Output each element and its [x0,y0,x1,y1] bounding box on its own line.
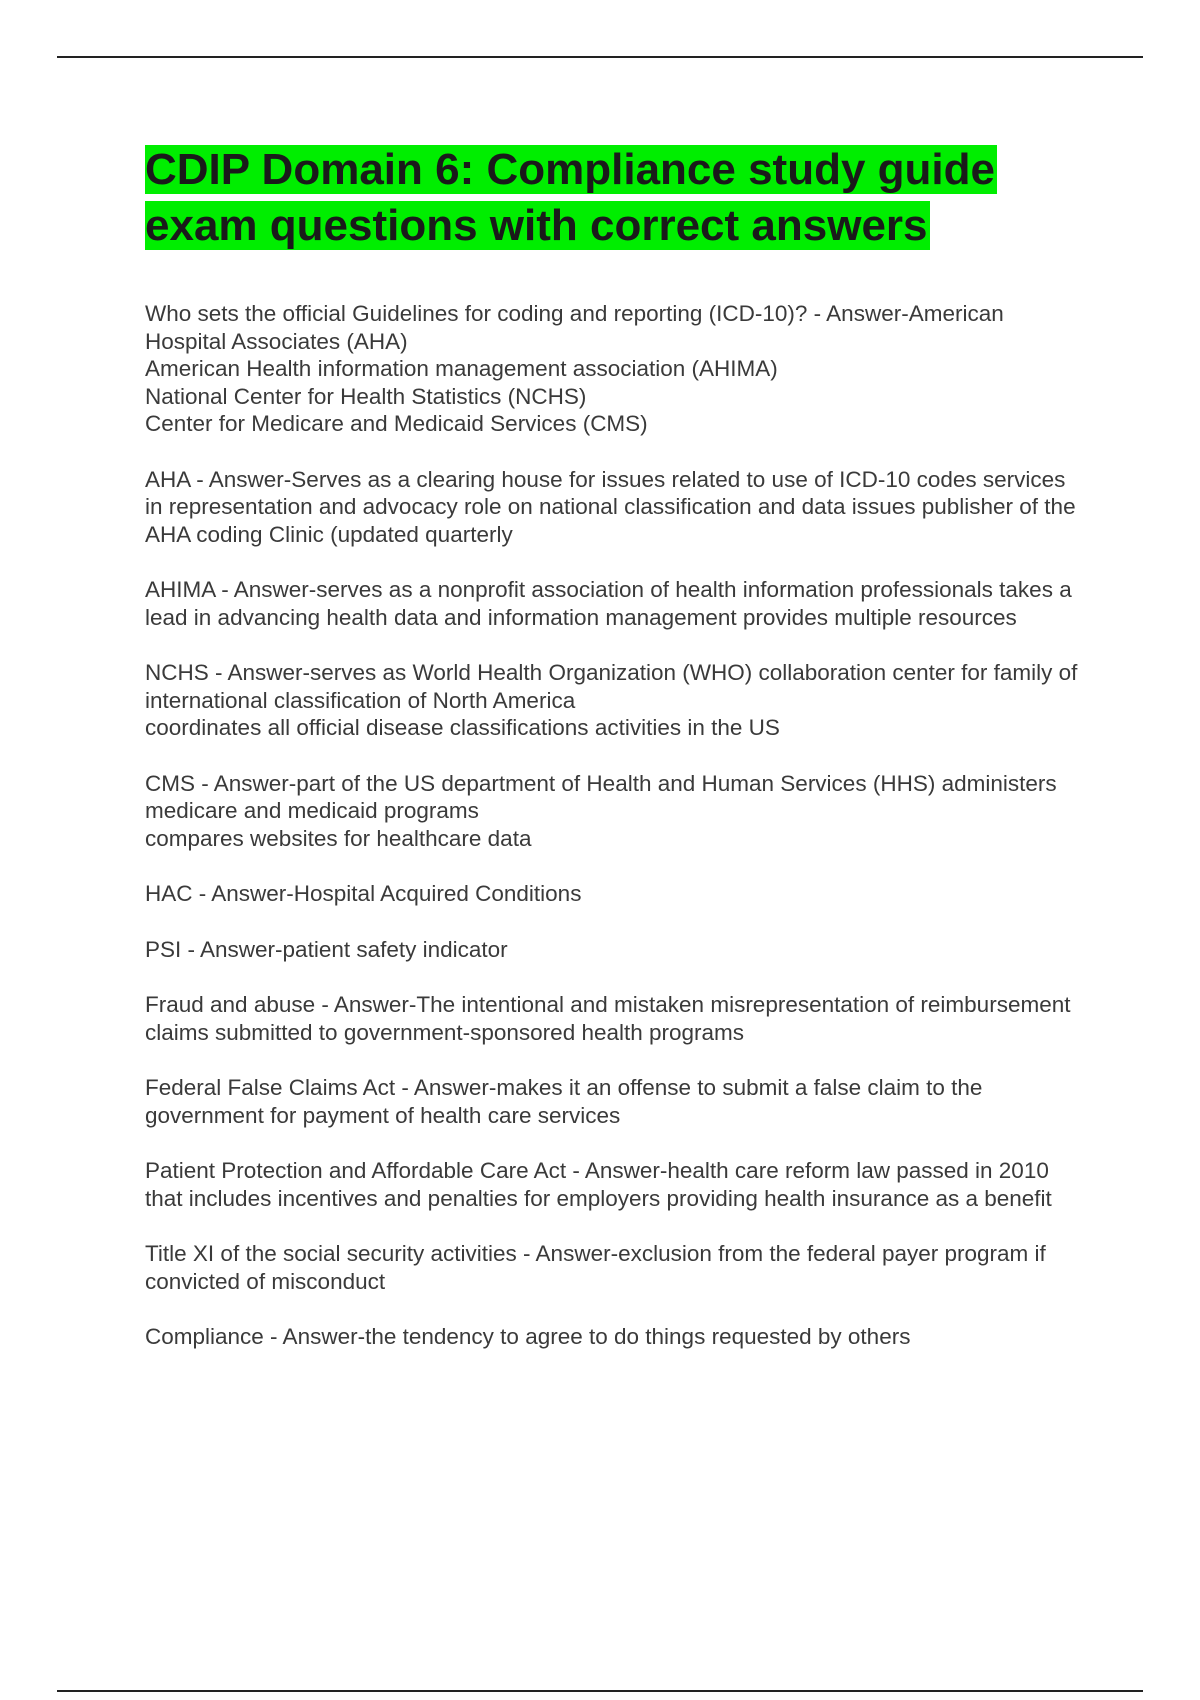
qa-text: compares websites for healthcare data [145,825,532,851]
qa-text: National Center for Health Statistics (NCHS) [145,383,587,409]
header-rule [57,56,1143,58]
qa-text: Federal False Claims Act - Answer-makes it an offense to submit a false claim to the government for payment of health care services [145,1075,983,1128]
qa-item [145,466,1085,549]
qa-item [145,659,1085,742]
qa-item [145,770,1085,853]
qa-item [145,880,1085,908]
qa-item [145,1323,1085,1351]
qa-text: CMS - Answer-part of the US department of Health and Human Services (HHS) administers medicare and medicaid programs [145,770,1057,823]
qa-item [145,1157,1085,1212]
qa-text: Who sets the official Guidelines for coding and reporting (ICD-10)? - Answer-American Hospital Associates (AHA) [145,301,1004,354]
qa-text: Patient Protection and Affordable Care Act - Answer-health care reform law passed in 2010 that includes incentives and penalties for employers providing health insurance as a benefit [145,1158,1052,1211]
qa-item [145,936,1085,964]
qa-text: Title XI of the social security activities - Answer-exclusion from the federal payer program if convicted of misconduct [145,1241,1046,1294]
qa-item [145,1074,1085,1129]
qa-text: HAC - Answer-Hospital Acquired Conditions [145,881,582,906]
qa-item [145,300,1085,438]
footer-rule [57,1690,1143,1692]
qa-text: Center for Medicare and Medicaid Services (CMS) [145,411,648,436]
qa-text: PSI - Answer-patient safety indicator [145,936,508,962]
qa-text: AHA - Answer-Serves as a clearing house for issues related to use of ICD-10 codes services in representation and advocacy role on national classification and data issues publisher of the AHA coding Clinic (updated quarterly [145,466,1076,547]
qa-text: coordinates all official disease classifications activities in the US [145,715,780,740]
qa-item [145,576,1085,631]
qa-text: AHIMA - Answer-serves as a nonprofit association of health information professionals takes a lead in advancing health data and information management provides multiple resources [145,577,1072,630]
qa-item [145,1240,1085,1295]
qa-text: NCHS - Answer-serves as World Health Organization (WHO) collaboration center for family of international classification of North America [145,660,1078,713]
title-highlight: CDIP Domain 6: Compliance study guide exam questions with correct answers [145,145,995,250]
qa-list [145,300,1085,1379]
document-title [145,142,1090,254]
qa-text: Compliance - Answer-the tendency to agree to do things requested by others [145,1324,911,1349]
qa-text: Fraud and abuse - Answer-The intentional and mistaken misrepresentation of reimbursement claims submitted to government-sponsored health programs [145,992,1071,1045]
qa-item [145,991,1085,1046]
qa-text: American Health information management association (AHIMA) [145,356,778,381]
